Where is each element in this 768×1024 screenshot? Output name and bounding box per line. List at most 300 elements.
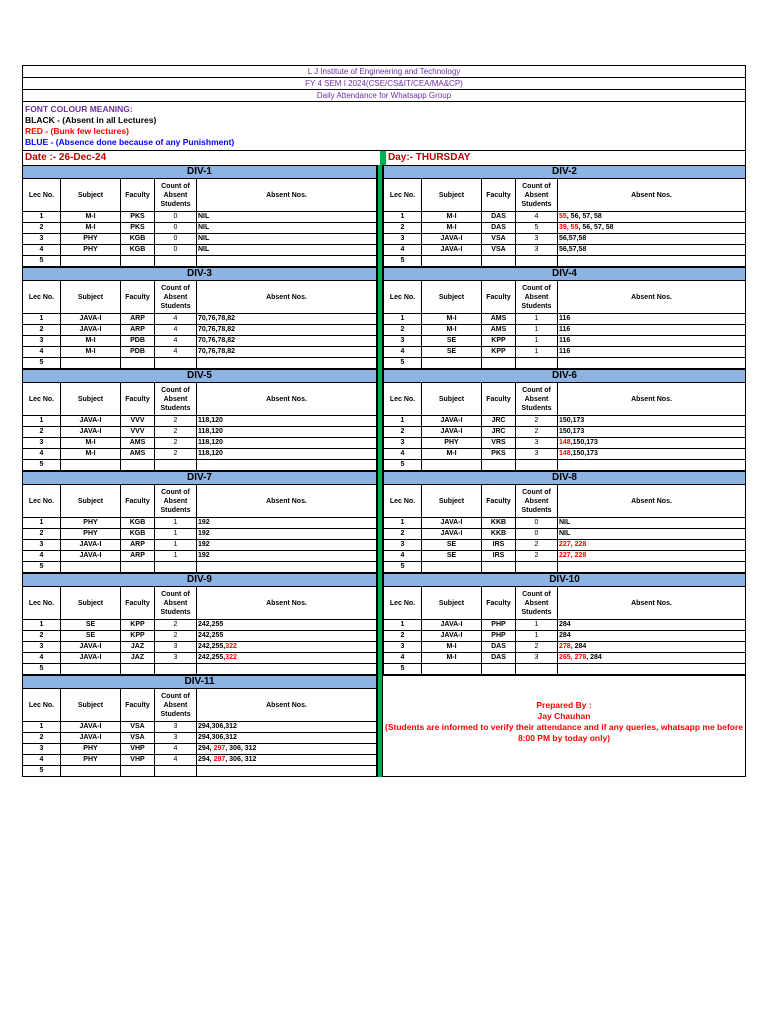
absent-roll-no: 70,76,78,82 bbox=[198, 348, 235, 355]
faculty-cell: JRC bbox=[482, 416, 516, 427]
lec-no-cell: 5 bbox=[384, 358, 422, 369]
table-row bbox=[23, 314, 377, 325]
subject-cell: JAVA-I bbox=[61, 733, 121, 744]
count-cell: 2 bbox=[155, 438, 197, 449]
bunk-roll-no: 278 bbox=[559, 643, 571, 650]
count-cell: 0 bbox=[155, 212, 197, 223]
faculty-cell: KGB bbox=[121, 529, 155, 540]
subject-cell: SE bbox=[61, 631, 121, 642]
count-cell bbox=[155, 358, 197, 369]
absent-roll-no: , 306, 312 bbox=[225, 745, 257, 752]
faculty-cell: VRS bbox=[482, 438, 516, 449]
bunk-roll-no: 227, 228 bbox=[559, 541, 587, 548]
date-row bbox=[22, 150, 746, 165]
table-row bbox=[23, 427, 377, 438]
lec-no-cell: 2 bbox=[384, 325, 422, 336]
absent-nos-cell bbox=[197, 245, 377, 256]
subject-cell: JAVA-I bbox=[422, 234, 482, 245]
faculty-cell: VSA bbox=[121, 733, 155, 744]
count-cell: 4 bbox=[155, 744, 197, 755]
colour-legend bbox=[22, 101, 746, 150]
column-header: Count of Absent Students bbox=[516, 281, 558, 314]
absent-roll-no: 56,57,58 bbox=[559, 235, 587, 242]
absent-nos-cell bbox=[197, 631, 377, 642]
count-cell bbox=[516, 256, 558, 267]
division-table bbox=[383, 165, 746, 267]
table-row bbox=[384, 620, 746, 631]
absent-roll-no: , 284 bbox=[570, 643, 587, 650]
division-row bbox=[22, 573, 746, 675]
column-header: Absent Nos. bbox=[197, 689, 377, 722]
division-title: DIV-2 bbox=[384, 166, 746, 179]
faculty-cell: PDB bbox=[121, 336, 155, 347]
table-row bbox=[384, 427, 746, 438]
absent-roll-no: NIL bbox=[559, 519, 571, 526]
lec-no-cell: 3 bbox=[23, 540, 61, 551]
absent-roll-no: 150,173 bbox=[559, 428, 585, 435]
faculty-cell bbox=[482, 256, 516, 267]
table-row bbox=[384, 325, 746, 336]
absent-roll-no: 192 bbox=[198, 552, 210, 559]
day-label: Day:- THURSDAY bbox=[388, 152, 471, 163]
lec-no-cell: 4 bbox=[384, 551, 422, 562]
count-cell: 3 bbox=[516, 449, 558, 460]
column-header-row bbox=[23, 179, 377, 212]
count-cell: 1 bbox=[516, 325, 558, 336]
subject-cell bbox=[422, 664, 482, 675]
lec-no-cell: 3 bbox=[23, 234, 61, 245]
faculty-cell bbox=[482, 358, 516, 369]
column-header: Subject bbox=[422, 281, 482, 314]
column-header: Subject bbox=[61, 383, 121, 416]
division-title: DIV-6 bbox=[384, 370, 746, 383]
lec-no-cell: 5 bbox=[384, 562, 422, 573]
division-right bbox=[383, 369, 746, 471]
absent-roll-no: 192 bbox=[198, 530, 210, 537]
bunk-roll-no: 148 bbox=[559, 450, 571, 457]
count-cell: 2 bbox=[516, 416, 558, 427]
lec-no-cell: 1 bbox=[23, 314, 61, 325]
faculty-cell: JAZ bbox=[121, 642, 155, 653]
absent-nos-cell bbox=[558, 460, 746, 471]
absent-nos-cell bbox=[197, 256, 377, 267]
table-row bbox=[23, 347, 377, 358]
column-header: Absent Nos. bbox=[558, 485, 746, 518]
absent-nos-cell bbox=[558, 551, 746, 562]
faculty-cell: AMS bbox=[121, 449, 155, 460]
faculty-cell bbox=[121, 766, 155, 777]
division-right bbox=[383, 165, 746, 267]
sheet-subtitle: Daily Attendance for Whatsapp Group bbox=[22, 89, 746, 101]
division-left bbox=[22, 369, 377, 471]
lec-no-cell: 5 bbox=[384, 460, 422, 471]
subject-cell bbox=[422, 460, 482, 471]
count-cell bbox=[516, 664, 558, 675]
count-cell: 1 bbox=[155, 551, 197, 562]
division-title-row bbox=[23, 574, 377, 587]
lec-no-cell: 4 bbox=[384, 449, 422, 460]
count-cell bbox=[516, 358, 558, 369]
column-header: Subject bbox=[422, 587, 482, 620]
division-title: DIV-7 bbox=[23, 472, 377, 485]
table-row bbox=[384, 631, 746, 642]
absent-nos-cell bbox=[558, 314, 746, 325]
count-cell: 2 bbox=[516, 551, 558, 562]
column-header: Count of Absent Students bbox=[516, 383, 558, 416]
subject-cell: SE bbox=[422, 336, 482, 347]
column-header: Lec No. bbox=[384, 179, 422, 212]
table-row bbox=[23, 551, 377, 562]
faculty-cell: PHP bbox=[482, 631, 516, 642]
count-cell bbox=[155, 562, 197, 573]
faculty-cell bbox=[121, 664, 155, 675]
column-header: Lec No. bbox=[384, 587, 422, 620]
table-row bbox=[384, 438, 746, 449]
table-row bbox=[384, 358, 746, 369]
subject-cell: PHY bbox=[422, 438, 482, 449]
absent-roll-no: 56,57,58 bbox=[559, 246, 587, 253]
count-cell: 3 bbox=[155, 733, 197, 744]
column-header: Absent Nos. bbox=[197, 281, 377, 314]
bunk-roll-no: 39, 55 bbox=[559, 224, 579, 231]
absent-nos-cell bbox=[197, 449, 377, 460]
lec-no-cell: 2 bbox=[384, 529, 422, 540]
column-header: Lec No. bbox=[23, 281, 61, 314]
subject-cell: M-I bbox=[422, 642, 482, 653]
faculty-cell bbox=[482, 460, 516, 471]
absent-nos-cell bbox=[558, 245, 746, 256]
absent-nos-cell bbox=[197, 314, 377, 325]
faculty-cell: DAS bbox=[482, 223, 516, 234]
count-cell: 3 bbox=[155, 722, 197, 733]
table-row bbox=[23, 358, 377, 369]
count-cell: 1 bbox=[155, 529, 197, 540]
table-row bbox=[23, 766, 377, 777]
division-table bbox=[383, 267, 746, 369]
column-header: Absent Nos. bbox=[197, 383, 377, 416]
count-cell: 2 bbox=[516, 427, 558, 438]
division-right bbox=[383, 471, 746, 573]
lec-no-cell: 5 bbox=[23, 664, 61, 675]
faculty-cell: DAS bbox=[482, 212, 516, 223]
division-table bbox=[22, 471, 377, 573]
count-cell: 4 bbox=[155, 755, 197, 766]
lec-no-cell: 3 bbox=[23, 438, 61, 449]
count-cell: 1 bbox=[516, 336, 558, 347]
table-row bbox=[23, 562, 377, 573]
column-header: Subject bbox=[61, 179, 121, 212]
prepared-note: (Students are informed to verify their attendance and if any queries, whatsapp me before 8:00 PM by today only) bbox=[384, 722, 744, 743]
subject-cell: M-I bbox=[422, 212, 482, 223]
absent-nos-cell bbox=[197, 460, 377, 471]
lec-no-cell: 3 bbox=[384, 234, 422, 245]
column-header: Count of Absent Students bbox=[155, 383, 197, 416]
count-cell bbox=[155, 256, 197, 267]
prepared-name: Jay Chauhan bbox=[537, 711, 591, 721]
column-header: Absent Nos. bbox=[197, 587, 377, 620]
division-title: DIV-3 bbox=[23, 268, 377, 281]
column-header: Absent Nos. bbox=[558, 281, 746, 314]
division-title-row bbox=[384, 370, 746, 383]
subject-cell: M-I bbox=[61, 223, 121, 234]
count-cell: 3 bbox=[155, 653, 197, 664]
subject-cell: PHY bbox=[61, 518, 121, 529]
lec-no-cell: 4 bbox=[23, 755, 61, 766]
absent-nos-cell bbox=[197, 755, 377, 766]
faculty-cell: AMS bbox=[121, 438, 155, 449]
absent-roll-no: 192 bbox=[198, 519, 210, 526]
column-header: Subject bbox=[61, 485, 121, 518]
table-row bbox=[384, 223, 746, 234]
division-left bbox=[22, 573, 377, 675]
lec-no-cell: 2 bbox=[23, 325, 61, 336]
absent-nos-cell bbox=[197, 653, 377, 664]
absent-roll-no: 284 bbox=[559, 621, 571, 628]
division-left bbox=[22, 165, 377, 267]
subject-cell bbox=[61, 460, 121, 471]
lec-no-cell: 2 bbox=[384, 223, 422, 234]
absent-nos-cell bbox=[197, 722, 377, 733]
count-cell: 3 bbox=[516, 438, 558, 449]
column-header: Subject bbox=[61, 689, 121, 722]
absent-nos-cell bbox=[558, 416, 746, 427]
faculty-cell bbox=[121, 562, 155, 573]
lec-no-cell: 5 bbox=[384, 664, 422, 675]
table-row bbox=[23, 620, 377, 631]
table-row bbox=[384, 234, 746, 245]
count-cell: 1 bbox=[516, 620, 558, 631]
division-left bbox=[22, 267, 377, 369]
prepared-by-box bbox=[383, 675, 746, 777]
lec-no-cell: 1 bbox=[23, 620, 61, 631]
faculty-cell: KGB bbox=[121, 518, 155, 529]
table-row bbox=[23, 223, 377, 234]
count-cell: 1 bbox=[155, 518, 197, 529]
column-header: Absent Nos. bbox=[197, 485, 377, 518]
division-title-row bbox=[384, 472, 746, 485]
column-header-row bbox=[23, 587, 377, 620]
attendance-sheet bbox=[22, 65, 746, 777]
count-cell: 3 bbox=[516, 245, 558, 256]
subject-cell: JAVA-I bbox=[61, 416, 121, 427]
division-left bbox=[22, 675, 377, 777]
column-header: Absent Nos. bbox=[558, 383, 746, 416]
lec-no-cell: 4 bbox=[384, 245, 422, 256]
faculty-cell: PKS bbox=[121, 212, 155, 223]
absent-nos-cell bbox=[197, 427, 377, 438]
division-row bbox=[22, 165, 746, 267]
table-row bbox=[384, 664, 746, 675]
prepared-label: Prepared By : bbox=[536, 700, 592, 710]
division-right bbox=[383, 573, 746, 675]
count-cell: 0 bbox=[516, 518, 558, 529]
subject-cell: M-I bbox=[422, 223, 482, 234]
absent-nos-cell bbox=[197, 212, 377, 223]
faculty-cell: KKB bbox=[482, 518, 516, 529]
absent-nos-cell bbox=[197, 620, 377, 631]
column-header: Faculty bbox=[121, 689, 155, 722]
absent-nos-cell bbox=[197, 438, 377, 449]
count-cell: 4 bbox=[155, 336, 197, 347]
subject-cell: M-I bbox=[422, 314, 482, 325]
absent-roll-no: , 56, 57, 58 bbox=[566, 213, 602, 220]
subject-cell: JAVA-I bbox=[61, 551, 121, 562]
division-grid bbox=[22, 165, 746, 777]
absent-nos-cell bbox=[197, 336, 377, 347]
column-header: Faculty bbox=[121, 485, 155, 518]
division-left bbox=[22, 471, 377, 573]
count-cell bbox=[516, 460, 558, 471]
faculty-cell: IRS bbox=[482, 540, 516, 551]
lec-no-cell: 4 bbox=[23, 347, 61, 358]
table-row bbox=[384, 518, 746, 529]
bunk-roll-no: 148 bbox=[559, 439, 571, 446]
division-table bbox=[383, 471, 746, 573]
absent-roll-no: 294, bbox=[198, 745, 214, 752]
column-header: Faculty bbox=[482, 281, 516, 314]
division-row bbox=[22, 471, 746, 573]
table-row bbox=[384, 529, 746, 540]
column-header: Faculty bbox=[121, 383, 155, 416]
faculty-cell: KPP bbox=[482, 336, 516, 347]
division-title: DIV-8 bbox=[384, 472, 746, 485]
table-row bbox=[23, 518, 377, 529]
division-row bbox=[22, 675, 746, 777]
table-row bbox=[23, 325, 377, 336]
absent-nos-cell bbox=[558, 234, 746, 245]
absent-roll-no: ,150,173 bbox=[570, 439, 598, 446]
lec-no-cell: 1 bbox=[23, 518, 61, 529]
division-title: DIV-4 bbox=[384, 268, 746, 281]
column-header: Faculty bbox=[482, 587, 516, 620]
absent-nos-cell bbox=[558, 347, 746, 358]
faculty-cell: VVV bbox=[121, 427, 155, 438]
subject-cell: SE bbox=[422, 551, 482, 562]
count-cell: 2 bbox=[155, 427, 197, 438]
count-cell: 2 bbox=[155, 631, 197, 642]
absent-nos-cell bbox=[558, 223, 746, 234]
absent-nos-cell bbox=[558, 256, 746, 267]
absent-roll-no: , 284 bbox=[586, 654, 602, 661]
absent-roll-no: 242,255 bbox=[198, 632, 224, 639]
division-title: DIV-11 bbox=[23, 676, 377, 689]
table-row bbox=[23, 245, 377, 256]
column-header: Count of Absent Students bbox=[155, 179, 197, 212]
column-header: Count of Absent Students bbox=[516, 179, 558, 212]
faculty-cell: KGB bbox=[121, 234, 155, 245]
faculty-cell bbox=[121, 256, 155, 267]
absent-roll-no: , 306, 312 bbox=[225, 756, 257, 763]
column-header: Subject bbox=[61, 281, 121, 314]
bunk-roll-no: 322 bbox=[225, 654, 237, 661]
faculty-cell: VSA bbox=[482, 245, 516, 256]
table-row bbox=[23, 722, 377, 733]
absent-roll-no: NIL bbox=[559, 530, 571, 537]
division-title-row bbox=[23, 370, 377, 383]
column-header-row bbox=[384, 179, 746, 212]
bunk-roll-no: 322 bbox=[225, 643, 237, 650]
faculty-cell: VVV bbox=[121, 416, 155, 427]
lec-no-cell: 2 bbox=[23, 223, 61, 234]
faculty-cell: PKS bbox=[121, 223, 155, 234]
column-header: Faculty bbox=[482, 383, 516, 416]
lec-no-cell: 2 bbox=[23, 631, 61, 642]
absent-roll-no: 70,76,78,82 bbox=[198, 337, 235, 344]
division-title-row bbox=[384, 268, 746, 281]
faculty-cell bbox=[482, 664, 516, 675]
lec-no-cell: 5 bbox=[23, 766, 61, 777]
absent-nos-cell bbox=[197, 540, 377, 551]
table-row bbox=[384, 212, 746, 223]
column-header: Absent Nos. bbox=[558, 587, 746, 620]
absent-nos-cell bbox=[197, 562, 377, 573]
column-header-row bbox=[23, 689, 377, 722]
absent-nos-cell bbox=[197, 551, 377, 562]
absent-nos-cell bbox=[558, 336, 746, 347]
lec-no-cell: 2 bbox=[23, 733, 61, 744]
table-row bbox=[23, 460, 377, 471]
faculty-cell: KPP bbox=[482, 347, 516, 358]
table-row bbox=[23, 256, 377, 267]
absent-roll-no: 116 bbox=[559, 348, 571, 355]
column-header-row bbox=[384, 485, 746, 518]
lec-no-cell: 3 bbox=[23, 642, 61, 653]
absent-nos-cell bbox=[197, 223, 377, 234]
faculty-cell bbox=[482, 562, 516, 573]
division-title-row bbox=[23, 472, 377, 485]
absent-nos-cell bbox=[558, 427, 746, 438]
absent-roll-no: NIL bbox=[198, 224, 210, 231]
subject-cell: JAVA-I bbox=[61, 653, 121, 664]
count-cell bbox=[516, 562, 558, 573]
division-table bbox=[22, 267, 377, 369]
column-header: Count of Absent Students bbox=[516, 587, 558, 620]
division-row bbox=[22, 369, 746, 471]
absent-nos-cell bbox=[197, 529, 377, 540]
column-header: Lec No. bbox=[23, 587, 61, 620]
absent-roll-no: 116 bbox=[559, 326, 571, 333]
faculty-cell: AMS bbox=[482, 314, 516, 325]
column-header-row bbox=[23, 281, 377, 314]
lec-no-cell: 3 bbox=[23, 336, 61, 347]
division-table bbox=[22, 369, 377, 471]
column-header-row bbox=[23, 383, 377, 416]
lec-no-cell: 5 bbox=[23, 460, 61, 471]
absent-roll-no: 118,120 bbox=[198, 439, 223, 446]
legend-blue: BLUE - (Absence done because of any Punishment) bbox=[25, 137, 235, 147]
lec-no-cell: 2 bbox=[384, 427, 422, 438]
column-header: Lec No. bbox=[23, 383, 61, 416]
subject-cell bbox=[422, 562, 482, 573]
lec-no-cell: 5 bbox=[384, 256, 422, 267]
division-title-row bbox=[23, 166, 377, 179]
column-header-row bbox=[23, 485, 377, 518]
subject-cell: JAVA-I bbox=[422, 427, 482, 438]
column-header: Lec No. bbox=[23, 179, 61, 212]
division-title-row bbox=[384, 166, 746, 179]
table-row bbox=[23, 733, 377, 744]
column-header: Count of Absent Students bbox=[155, 689, 197, 722]
table-row bbox=[23, 438, 377, 449]
column-header: Lec No. bbox=[384, 485, 422, 518]
column-header: Count of Absent Students bbox=[155, 281, 197, 314]
column-header-row bbox=[384, 281, 746, 314]
absent-roll-no: NIL bbox=[198, 213, 210, 220]
absent-roll-no: ,150,173 bbox=[570, 450, 598, 457]
lec-no-cell: 1 bbox=[384, 620, 422, 631]
subject-cell: M-I bbox=[61, 347, 121, 358]
absent-roll-no: 116 bbox=[559, 315, 571, 322]
